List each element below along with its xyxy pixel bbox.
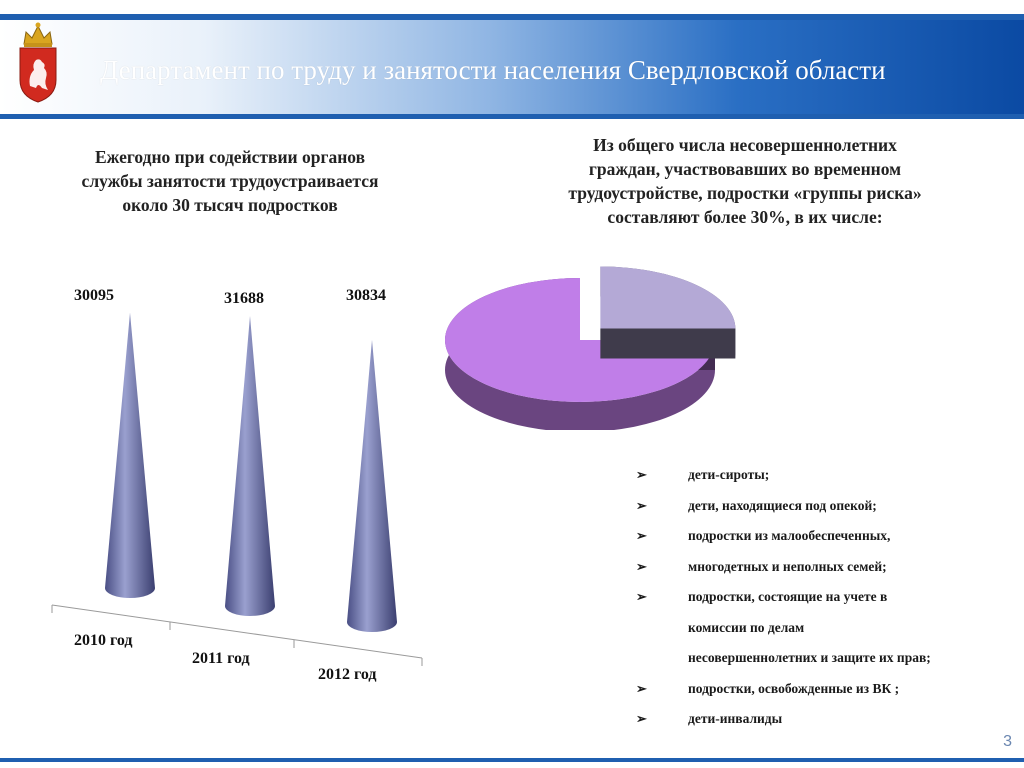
right-heading — [500, 133, 990, 229]
arrow-bullet-icon: ➢ — [636, 711, 647, 726]
list-item — [632, 704, 1012, 735]
pie-chart — [430, 250, 770, 430]
cone-chart — [30, 270, 450, 690]
bottom-stripe — [0, 758, 1024, 762]
arrow-bullet-icon: ➢ — [636, 558, 647, 574]
list-item-text: многодетных и неполных семей; — [688, 558, 887, 574]
list-item-text: подростки, освобожденные из ВК ; — [688, 680, 900, 696]
right-heading-line: трудоустройстве, подростки «группы риска» — [568, 183, 922, 203]
left-heading-line: службы занятости трудоустраивается — [81, 171, 379, 191]
right-heading-line: Из общего числа несовершеннолетних — [593, 135, 897, 155]
pie-slice — [600, 267, 735, 329]
cone-mark — [347, 340, 397, 632]
list-item-text: подростки, состоящие на учете в — [688, 589, 888, 604]
list-item — [632, 491, 1012, 522]
list-item — [632, 552, 1012, 583]
page-title: Департамент по труду и занятости населения Свердловской области — [100, 55, 886, 85]
list-item — [632, 582, 1012, 613]
arrow-bullet-icon: ➢ — [636, 467, 647, 482]
cone-mark — [105, 313, 155, 598]
list-item — [632, 460, 1012, 491]
cone-category-label: 2011 год — [192, 650, 250, 667]
list-item-continuation — [632, 643, 1012, 674]
list-item-continuation — [632, 613, 1012, 644]
list-item-text: подростки из малообеспеченных, — [688, 528, 891, 543]
risk-group-list — [632, 460, 1012, 735]
list-item — [632, 521, 1012, 552]
list-item-text: комиссии по делам — [688, 619, 805, 635]
coat-of-arms-icon — [14, 18, 62, 104]
cone-value-label: 30834 — [346, 287, 386, 304]
left-heading-line: около 30 тысяч подростков — [122, 195, 338, 215]
cone-category-label: 2010 год — [74, 632, 133, 649]
left-heading — [20, 145, 440, 217]
cone-value-label: 30095 — [74, 287, 114, 304]
arrow-bullet-icon: ➢ — [636, 528, 647, 543]
list-item-text: дети-инвалиды — [688, 711, 783, 726]
list-item — [632, 674, 1012, 705]
arrow-bullet-icon: ➢ — [636, 589, 647, 604]
left-heading-line: Ежегодно при содействии органов — [94, 147, 366, 167]
cone-value-label: 31688 — [224, 290, 264, 307]
cone-category-label: 2012 год — [318, 666, 377, 683]
arrow-bullet-icon: ➢ — [636, 497, 647, 513]
list-item-text: несовершеннолетних и защите их прав; — [688, 650, 931, 665]
list-item-text: дети, находящиеся под опекой; — [688, 497, 877, 513]
right-heading-line: граждан, участвовавших во временном — [588, 159, 902, 179]
list-item-text: дети-сироты; — [688, 467, 770, 482]
header-divider-highlight — [0, 119, 1024, 121]
cone-mark — [225, 316, 275, 616]
arrow-bullet-icon: ➢ — [636, 680, 647, 696]
page-number: 3 — [1003, 733, 1012, 750]
right-heading-line: составляют более 30%, в их числе: — [607, 207, 883, 227]
